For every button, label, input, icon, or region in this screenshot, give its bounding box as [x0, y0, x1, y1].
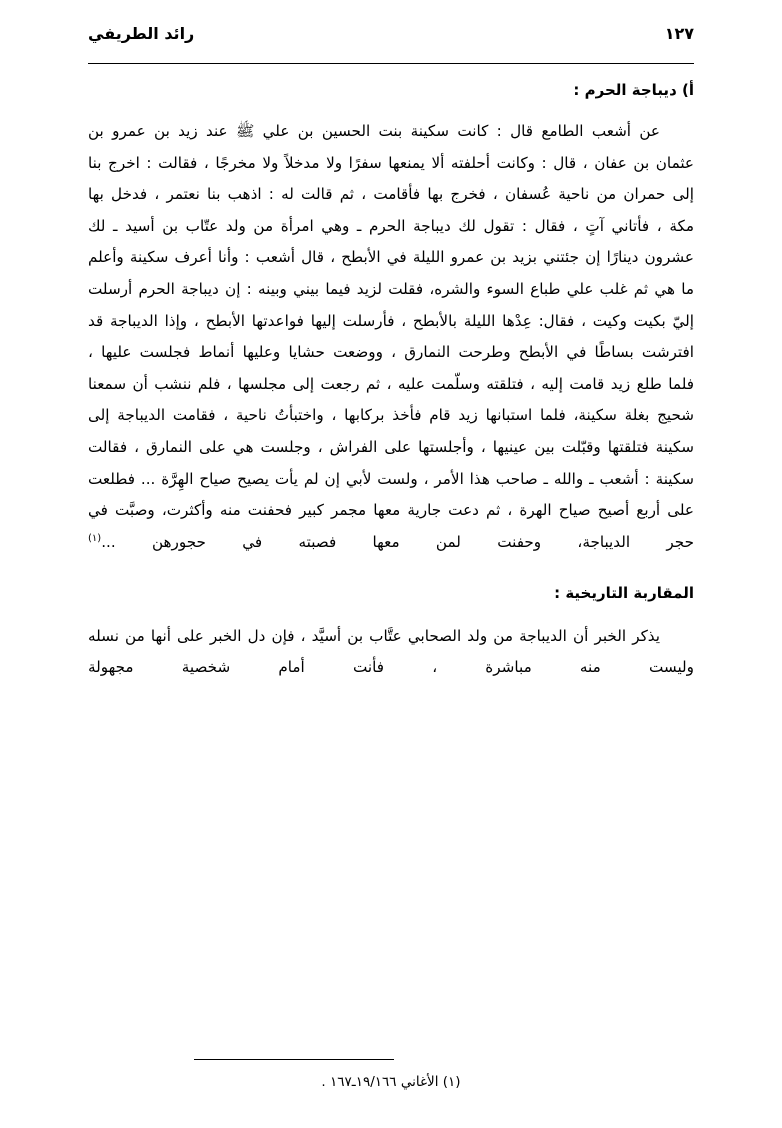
footnote-area — [88, 1059, 694, 1090]
header-author: رائد الطريفي — [88, 24, 195, 43]
body-paragraph-2: يذكر الخبر أن الديباجة من ولد الصحابي عتَّاب بن أسيَّد ، فإن دل الخبر على أنها من نسله وليست منه مباشرة ، فأنت أمام شخصية مجهولة — [88, 626, 694, 677]
page-header — [88, 24, 694, 64]
section-heading-historical-approach: المقاربة التاريخية : — [554, 583, 694, 602]
section-heading-diabajat-alharam: أ) ديباجة الحرم : — [573, 81, 694, 99]
footnote-text: (١) الأغاني ١٩/١٦٦ـ١٦٧ . — [321, 1074, 461, 1090]
header-page-number: ١٢٧ — [664, 24, 694, 43]
footnote-divider — [194, 1059, 394, 1060]
body-paragraph-1 — [88, 116, 694, 559]
footnote-marker: (١) — [88, 532, 102, 544]
page-content — [88, 78, 694, 1088]
paragraph-text: عن أشعب الطامع قال : كانت سكينة بنت الحسين بن علي ﷺ عند زيد بن عمرو بن عثمان بن عفان ، قال : وكانت أحلفته ألا يمنعها سفرًا ولا مدخلاً ولا مخرجًا ، فقالت : اخرج بنا إلى حمران من ناحية عُسفان ، فخرج بها فأقامت ، ثم قالت له : اذهب بنا نعتمر ، فدخل بها مكة ، فأتاني آتٍ ، فقال : تقول لك ديباجة الحرم ـ وهي امرأة من ولد عتّاب بن أسيد ـ لك عشرون دينارًا إن جئتني بزيد بن عمرو الليلة في الأبطح ، قال أشعب : وأنا أعرف سكينة وأعلم ما هي ثم غلب علي طباع السوء والشره، فقلت لزيد فيما بيني وبينه : إن ديباجة الحرم أرسلت إليّ بكيت وكيت ، فقال: عِدْها الليلة بالأبطح ، فأرسلت إليها فواعدتها الأبطح ، وإذا الديباجة قد افترشت بساطًا في الأبطح وطرحت النمارق ، ووضعت حشايا وعليها أنماط فجلست عليها ، فلما طلع زيد قامت إليه ، فتلقته وسلّمت عليه ، ثم رجعت إلى مجلسها ، فلم ننشب أن سمعنا شحيج بغلة سكينة، فلما استبانها زيد قام فأخذ بركابها ، واختبأتُ ناحية ، فقامت الديباجة إلى سكينة فتلقتها وقبّلت بين عينيها ، وأجلستها على الفراش ، وجلست هي على النمارق ، فقالت سكينة : أشعب ـ والله ـ صاحب هذا الأمر ، ولست لأبي إن لم يأت يصيح صياح الهِرَّة ... فطلعت على أربع أصيح صياح الهرة ، ثم دعت جارية معها مجمر كبير فحفنت منه وأكثرت، وصبَّت في حجر الديباجة، وحفنت لمن معها فصبته في حجورهن ... — [88, 122, 694, 551]
